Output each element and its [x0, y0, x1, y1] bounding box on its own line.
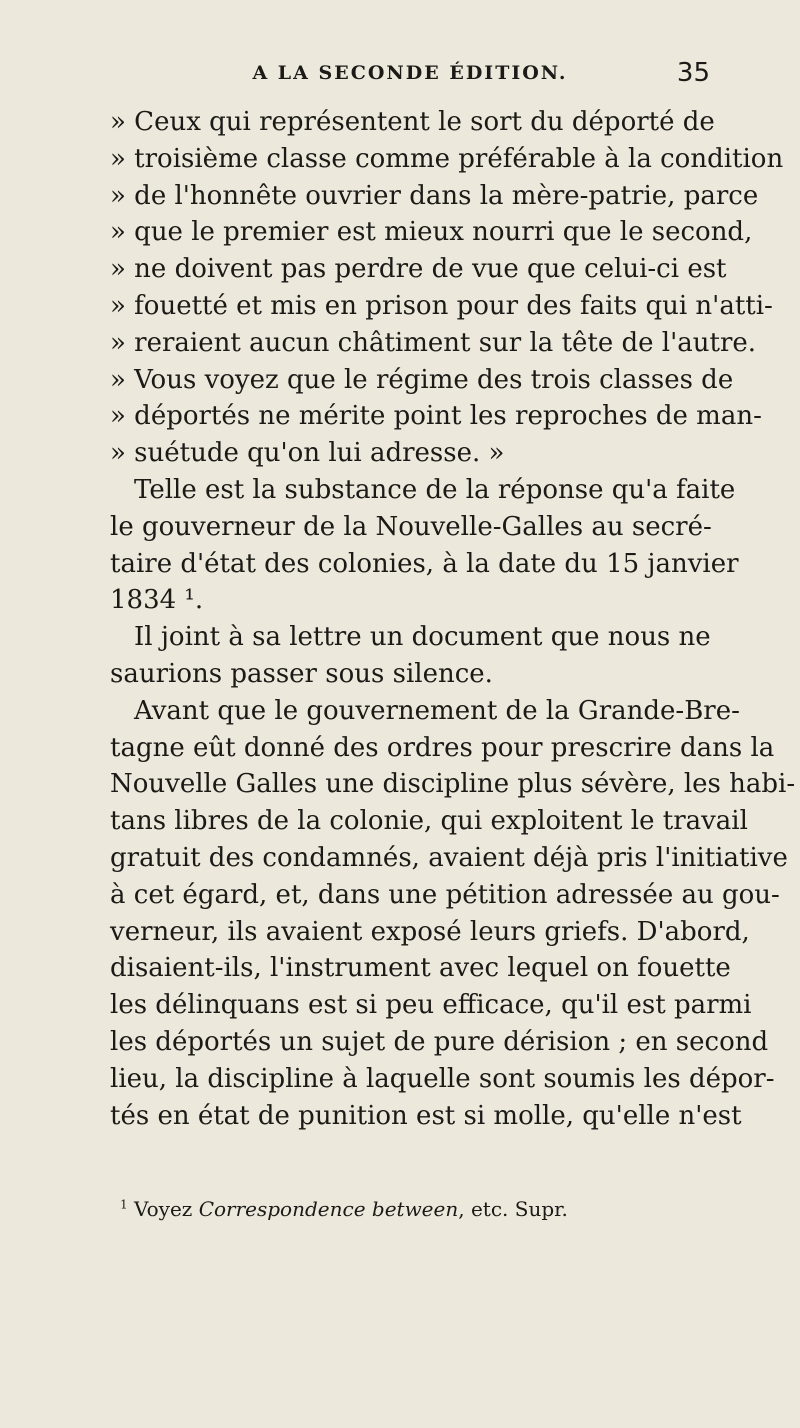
- line-text: » Vous voyez que le régime des trois classes de: [110, 364, 734, 395]
- line-text: tés en état de punition est si molle, qu'elle n'est: [110, 1100, 742, 1131]
- line-text: » que le premier est mieux nourri que le second,: [110, 217, 753, 248]
- page-number: 35: [676, 58, 710, 88]
- text-line: [110, 214, 753, 251]
- line-text: les déportés un sujet de pure dérision ; en second: [110, 1026, 769, 1057]
- body-text: [110, 104, 796, 1134]
- text-line: [110, 509, 710, 546]
- footnote: [120, 1197, 720, 1221]
- line-text: verneur, ils avaient exposé leurs griefs. D'abord,: [110, 916, 750, 947]
- running-title: A LA SECONDE ÉDITION.: [252, 62, 568, 84]
- text-line: [110, 619, 710, 656]
- text-line: [110, 325, 757, 362]
- text-line: [110, 1024, 769, 1061]
- page-header: [110, 58, 710, 96]
- text-line: [110, 693, 740, 730]
- line-text: 1834 ¹.: [110, 585, 204, 616]
- line-text: les délinquans est si peu efficace, qu'il est parmi: [110, 990, 752, 1021]
- line-text: Avant que le gouvernement de la Grande-Bre-: [134, 695, 740, 726]
- line-text: Telle est la substance de la réponse qu'a faite: [134, 474, 736, 505]
- line-text: Il joint à sa lettre un document que nous ne: [134, 622, 711, 653]
- line-text: » troisième classe comme préférable à la condition: [110, 143, 784, 174]
- line-text: Nouvelle Galles une discipline plus sévère, les habi-: [110, 769, 796, 800]
- line-text: à cet égard, et, dans une pétition adressée au gou-: [110, 879, 780, 910]
- text-line: [110, 766, 796, 803]
- line-text: » fouetté et mis en prison pour des faits qui n'atti-: [110, 290, 773, 321]
- text-line: [110, 1061, 775, 1098]
- line-text: tagne eût donné des ordres pour prescrire dans la: [110, 732, 775, 763]
- line-text: » Ceux qui représentent le sort du déporté de: [110, 107, 715, 137]
- text-line: [110, 141, 784, 178]
- line-text: » ne doivent pas perdre de vue que celui-ci est: [110, 254, 727, 285]
- text-line: [110, 251, 727, 288]
- line-text: » de l'honnête ouvrier dans la mère-patrie, parce: [110, 180, 759, 211]
- line-text: tans libres de la colonie, qui exploitent le travail: [110, 806, 748, 837]
- text-line: [110, 288, 773, 325]
- text-line: [110, 472, 736, 509]
- text-line: [110, 914, 750, 951]
- line-text: saurions passer sous silence.: [110, 658, 493, 689]
- footnote-title: Correspondence between: [198, 1197, 459, 1221]
- text-line: [110, 730, 775, 767]
- line-text: » déportés ne mérite point les reproches de man-: [110, 401, 762, 432]
- line-text: le gouverneur de la Nouvelle-Galles au secré-: [110, 511, 712, 542]
- text-line: [110, 1098, 742, 1135]
- line-text: » reraient aucun châtiment sur la tête de l'autre.: [110, 327, 757, 358]
- line-text: taire d'état des colonies, à la date du 15 janvier: [110, 548, 739, 579]
- text-line: [110, 178, 759, 215]
- text-line: [110, 582, 710, 619]
- text-line: [110, 398, 762, 435]
- text-line: [110, 656, 710, 693]
- text-line: [110, 104, 715, 141]
- text-line: [110, 546, 739, 583]
- text-line: [110, 803, 748, 840]
- line-text: disaient-ils, l'instrument avec lequel on fouette: [110, 953, 731, 984]
- footnote-suffix: , etc. Supr.: [458, 1197, 568, 1221]
- footnote-marker: 1: [120, 1197, 128, 1212]
- text-line: [110, 840, 788, 877]
- footnote-prefix: Voyez: [134, 1197, 199, 1221]
- text-line: [110, 362, 734, 399]
- text-line: [110, 877, 780, 914]
- line-text: lieu, la discipline à laquelle sont soumis les dépor-: [110, 1063, 775, 1094]
- text-line: [110, 987, 752, 1024]
- text-line: [110, 950, 731, 987]
- text-line: [110, 435, 710, 472]
- line-text: » suétude qu'on lui adresse. »: [110, 438, 505, 469]
- line-text: gratuit des condamnés, avaient déjà pris l'initiative: [110, 842, 788, 873]
